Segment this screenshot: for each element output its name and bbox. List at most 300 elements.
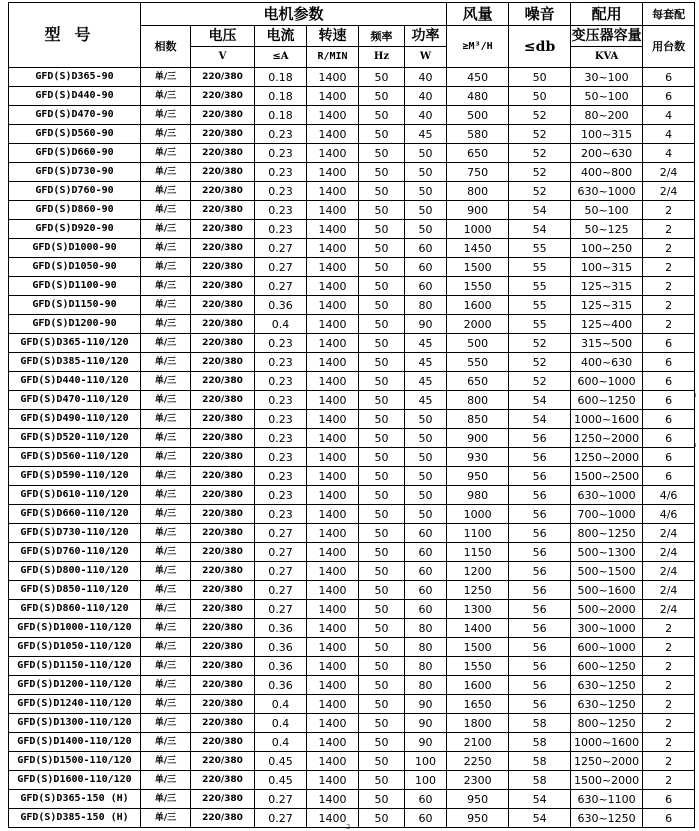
cell-freq: 50 (359, 334, 405, 353)
cell-count: 6 (643, 87, 695, 106)
table-header (9, 3, 695, 68)
cell-airflow: 900 (447, 429, 509, 448)
cell-freq: 50 (359, 372, 405, 391)
cell-power: 80 (405, 296, 447, 315)
cell-phase: 单/三 (141, 296, 191, 315)
cell-model: GFD(S)D610-110/120 (9, 486, 141, 505)
cell-freq: 50 (359, 125, 405, 144)
cell-kva: 30~100 (571, 68, 643, 87)
cell-current: 0.23 (255, 125, 307, 144)
table-body (9, 68, 695, 828)
cell-noise: 55 (509, 277, 571, 296)
cell-count: 6 (643, 68, 695, 87)
table-row (9, 106, 695, 125)
cell-noise: 56 (509, 695, 571, 714)
cell-speed: 1400 (307, 372, 359, 391)
cell-voltage: 220/380 (191, 429, 255, 448)
cell-count: 6 (643, 467, 695, 486)
table-row (9, 277, 695, 296)
cell-power: 50 (405, 505, 447, 524)
cell-current: 0.27 (255, 543, 307, 562)
cell-kva: 630~1000 (571, 486, 643, 505)
cell-freq: 50 (359, 353, 405, 372)
cell-current: 0.36 (255, 657, 307, 676)
cell-count: 2 (643, 714, 695, 733)
cell-phase: 单/三 (141, 467, 191, 486)
cell-freq: 50 (359, 695, 405, 714)
cell-current: 0.4 (255, 695, 307, 714)
cell-airflow: 1800 (447, 714, 509, 733)
cell-kva: 400~630 (571, 353, 643, 372)
cell-kva: 600~1000 (571, 372, 643, 391)
table-row (9, 429, 695, 448)
cell-power: 60 (405, 239, 447, 258)
cell-phase: 单/三 (141, 809, 191, 828)
cell-voltage: 220/380 (191, 334, 255, 353)
cell-current: 0.4 (255, 714, 307, 733)
cell-model: GFD(S)D1300-110/120 (9, 714, 141, 733)
cell-phase: 单/三 (141, 695, 191, 714)
cell-airflow: 2000 (447, 315, 509, 334)
cell-noise: 56 (509, 505, 571, 524)
cell-voltage: 220/380 (191, 524, 255, 543)
cell-kva: 50~100 (571, 201, 643, 220)
cell-power: 45 (405, 353, 447, 372)
cell-speed: 1400 (307, 163, 359, 182)
cell-model: GFD(S)D365-150 (H) (9, 790, 141, 809)
cell-speed: 1400 (307, 695, 359, 714)
cell-model: GFD(S)D1600-110/120 (9, 771, 141, 790)
cell-noise: 56 (509, 543, 571, 562)
cell-current: 0.23 (255, 182, 307, 201)
cell-speed: 1400 (307, 733, 359, 752)
cell-count: 6 (643, 410, 695, 429)
table-row (9, 163, 695, 182)
cell-model: GFD(S)D1050-90 (9, 258, 141, 277)
cell-model: GFD(S)D1100-90 (9, 277, 141, 296)
cell-count: 6 (643, 809, 695, 828)
cell-freq: 50 (359, 429, 405, 448)
cell-model: GFD(S)D440-90 (9, 87, 141, 106)
cell-model: GFD(S)D470-90 (9, 106, 141, 125)
cell-noise: 54 (509, 220, 571, 239)
cell-voltage: 220/380 (191, 410, 255, 429)
cell-current: 0.4 (255, 315, 307, 334)
cell-freq: 50 (359, 87, 405, 106)
cell-speed: 1400 (307, 638, 359, 657)
table-row (9, 201, 695, 220)
header-frequency-unit: Hz (359, 47, 405, 68)
cell-phase: 单/三 (141, 410, 191, 429)
cell-noise: 52 (509, 372, 571, 391)
cell-current: 0.23 (255, 372, 307, 391)
cell-current: 0.27 (255, 277, 307, 296)
cell-kva: 300~1000 (571, 619, 643, 638)
table-row (9, 657, 695, 676)
cell-voltage: 220/380 (191, 68, 255, 87)
cell-speed: 1400 (307, 790, 359, 809)
cell-count: 4/6 (643, 505, 695, 524)
table-row (9, 562, 695, 581)
cell-kva: 125~400 (571, 315, 643, 334)
table-row (9, 410, 695, 429)
cell-count: 4/6 (643, 486, 695, 505)
cell-noise: 50 (509, 87, 571, 106)
cell-speed: 1400 (307, 581, 359, 600)
cell-freq: 50 (359, 144, 405, 163)
cell-noise: 55 (509, 315, 571, 334)
cell-count: 2 (643, 771, 695, 790)
cell-current: 0.36 (255, 676, 307, 695)
header-voltage-unit: V (191, 47, 255, 68)
cell-kva: 500~1300 (571, 543, 643, 562)
cell-airflow: 2100 (447, 733, 509, 752)
cell-kva: 800~1250 (571, 524, 643, 543)
cell-airflow: 1450 (447, 239, 509, 258)
cell-current: 0.23 (255, 220, 307, 239)
cell-count: 6 (643, 391, 695, 410)
cell-power: 50 (405, 220, 447, 239)
cell-voltage: 220/380 (191, 315, 255, 334)
fan-spec-table (8, 2, 695, 828)
cell-kva: 630~1100 (571, 790, 643, 809)
cell-airflow: 800 (447, 182, 509, 201)
cell-kva: 500~1600 (571, 581, 643, 600)
table-row (9, 600, 695, 619)
cell-speed: 1400 (307, 87, 359, 106)
table-row (9, 353, 695, 372)
cell-noise: 56 (509, 486, 571, 505)
cell-noise: 54 (509, 809, 571, 828)
cell-noise: 58 (509, 771, 571, 790)
cell-noise: 58 (509, 752, 571, 771)
cell-voltage: 220/380 (191, 296, 255, 315)
cell-voltage: 220/380 (191, 353, 255, 372)
cell-speed: 1400 (307, 752, 359, 771)
table-row (9, 68, 695, 87)
cell-kva: 125~315 (571, 277, 643, 296)
cell-speed: 1400 (307, 220, 359, 239)
cell-freq: 50 (359, 391, 405, 410)
table-row (9, 467, 695, 486)
cell-voltage: 220/380 (191, 467, 255, 486)
header-phase: 相数 (141, 26, 191, 68)
cell-kva: 1500~2500 (571, 467, 643, 486)
cell-voltage: 220/380 (191, 106, 255, 125)
cell-model: GFD(S)D660-110/120 (9, 505, 141, 524)
table-row (9, 505, 695, 524)
cell-model: GFD(S)D490-110/120 (9, 410, 141, 429)
cell-count: 4 (643, 144, 695, 163)
cell-model: GFD(S)D1000-90 (9, 239, 141, 258)
cell-kva: 1000~1600 (571, 410, 643, 429)
cell-noise: 56 (509, 638, 571, 657)
cell-count: 6 (643, 372, 695, 391)
cell-noise: 58 (509, 714, 571, 733)
cell-speed: 1400 (307, 410, 359, 429)
table-row (9, 524, 695, 543)
header-noise-unit: ≤db (509, 26, 571, 68)
cell-speed: 1400 (307, 600, 359, 619)
cell-airflow: 1600 (447, 676, 509, 695)
cell-freq: 50 (359, 676, 405, 695)
cell-voltage: 220/380 (191, 771, 255, 790)
cell-speed: 1400 (307, 429, 359, 448)
cell-model: GFD(S)D660-90 (9, 144, 141, 163)
cell-model: GFD(S)D1200-110/120 (9, 676, 141, 695)
table-row (9, 676, 695, 695)
cell-voltage: 220/380 (191, 391, 255, 410)
cell-power: 40 (405, 68, 447, 87)
cell-current: 0.27 (255, 258, 307, 277)
cell-phase: 单/三 (141, 201, 191, 220)
cell-noise: 55 (509, 239, 571, 258)
cell-kva: 100~315 (571, 125, 643, 144)
cell-kva: 600~1250 (571, 391, 643, 410)
cell-model: GFD(S)D1150-90 (9, 296, 141, 315)
cell-voltage: 220/380 (191, 182, 255, 201)
cell-current: 0.36 (255, 619, 307, 638)
cell-airflow: 980 (447, 486, 509, 505)
cell-current: 0.18 (255, 106, 307, 125)
cell-freq: 50 (359, 638, 405, 657)
header-model: 型号 (9, 3, 141, 68)
cell-airflow: 1200 (447, 562, 509, 581)
cell-current: 0.45 (255, 771, 307, 790)
cell-model: GFD(S)D365-110/120 (9, 334, 141, 353)
header-transformer-unit: KVA (571, 47, 643, 68)
cell-kva: 700~1000 (571, 505, 643, 524)
cell-phase: 单/三 (141, 752, 191, 771)
cell-power: 60 (405, 543, 447, 562)
cell-voltage: 220/380 (191, 220, 255, 239)
cell-current: 0.23 (255, 334, 307, 353)
cell-kva: 800~1250 (571, 714, 643, 733)
cell-model: GFD(S)D760-90 (9, 182, 141, 201)
cell-current: 0.18 (255, 68, 307, 87)
cell-speed: 1400 (307, 543, 359, 562)
cell-model: GFD(S)D385-150 (H) (9, 809, 141, 828)
cell-speed: 1400 (307, 125, 359, 144)
cell-count: 2 (643, 733, 695, 752)
cell-phase: 单/三 (141, 581, 191, 600)
cell-freq: 50 (359, 524, 405, 543)
cell-model: GFD(S)D365-90 (9, 68, 141, 87)
cell-noise: 55 (509, 296, 571, 315)
cell-kva: 125~315 (571, 296, 643, 315)
cell-speed: 1400 (307, 201, 359, 220)
cell-phase: 单/三 (141, 714, 191, 733)
header-current: 电流 (255, 26, 307, 47)
cell-voltage: 220/380 (191, 144, 255, 163)
cell-phase: 单/三 (141, 353, 191, 372)
table-row (9, 87, 695, 106)
cell-current: 0.23 (255, 353, 307, 372)
cell-power: 50 (405, 467, 447, 486)
cell-kva: 500~1500 (571, 562, 643, 581)
cell-count: 2 (643, 619, 695, 638)
cell-airflow: 900 (447, 201, 509, 220)
cell-power: 90 (405, 714, 447, 733)
cell-voltage: 220/380 (191, 638, 255, 657)
header-transformer-b: 变压器容量 (571, 26, 643, 47)
cell-current: 0.45 (255, 752, 307, 771)
table-row (9, 771, 695, 790)
cell-current: 0.23 (255, 486, 307, 505)
cell-speed: 1400 (307, 505, 359, 524)
cell-freq: 50 (359, 752, 405, 771)
cell-power: 60 (405, 600, 447, 619)
table-row (9, 695, 695, 714)
page-mark: 2 (346, 823, 351, 831)
cell-freq: 50 (359, 771, 405, 790)
cell-model: GFD(S)D1150-110/120 (9, 657, 141, 676)
cell-power: 45 (405, 125, 447, 144)
cell-voltage: 220/380 (191, 752, 255, 771)
cell-current: 0.27 (255, 562, 307, 581)
cell-voltage: 220/380 (191, 486, 255, 505)
cell-count: 4 (643, 106, 695, 125)
cell-power: 80 (405, 676, 447, 695)
cell-kva: 630~1250 (571, 676, 643, 695)
cell-count: 6 (643, 429, 695, 448)
cell-phase: 单/三 (141, 391, 191, 410)
cell-power: 90 (405, 315, 447, 334)
cell-kva: 400~800 (571, 163, 643, 182)
cell-airflow: 650 (447, 144, 509, 163)
cell-model: GFD(S)D590-110/120 (9, 467, 141, 486)
cell-freq: 50 (359, 809, 405, 828)
cell-phase: 单/三 (141, 486, 191, 505)
cell-phase: 单/三 (141, 600, 191, 619)
cell-phase: 单/三 (141, 505, 191, 524)
cell-count: 2/4 (643, 543, 695, 562)
cell-power: 90 (405, 733, 447, 752)
cell-airflow: 500 (447, 106, 509, 125)
cell-count: 2 (643, 258, 695, 277)
cell-count: 6 (643, 790, 695, 809)
cell-current: 0.23 (255, 391, 307, 410)
cell-count: 2/4 (643, 182, 695, 201)
cell-power: 90 (405, 695, 447, 714)
cell-kva: 1250~2000 (571, 448, 643, 467)
cell-current: 0.23 (255, 410, 307, 429)
cell-airflow: 580 (447, 125, 509, 144)
cell-noise: 52 (509, 353, 571, 372)
cell-airflow: 1250 (447, 581, 509, 600)
cell-voltage: 220/380 (191, 239, 255, 258)
cell-noise: 52 (509, 144, 571, 163)
cell-speed: 1400 (307, 334, 359, 353)
cell-airflow: 650 (447, 372, 509, 391)
cell-airflow: 1100 (447, 524, 509, 543)
cell-speed: 1400 (307, 771, 359, 790)
table-row (9, 809, 695, 828)
cell-phase: 单/三 (141, 125, 191, 144)
cell-freq: 50 (359, 543, 405, 562)
cell-voltage: 220/380 (191, 543, 255, 562)
cell-airflow: 950 (447, 809, 509, 828)
cell-voltage: 220/380 (191, 125, 255, 144)
cell-model: GFD(S)D1200-90 (9, 315, 141, 334)
cell-phase: 单/三 (141, 163, 191, 182)
cell-power: 40 (405, 87, 447, 106)
cell-model: GFD(S)D800-110/120 (9, 562, 141, 581)
cell-speed: 1400 (307, 562, 359, 581)
cell-phase: 单/三 (141, 771, 191, 790)
cell-current: 0.27 (255, 239, 307, 258)
cell-voltage: 220/380 (191, 619, 255, 638)
cell-freq: 50 (359, 277, 405, 296)
cell-current: 0.27 (255, 581, 307, 600)
cell-airflow: 850 (447, 410, 509, 429)
table-row (9, 733, 695, 752)
margin-tick (695, 443, 696, 447)
table-row (9, 258, 695, 277)
table-row (9, 144, 695, 163)
cell-noise: 52 (509, 334, 571, 353)
cell-voltage: 220/380 (191, 201, 255, 220)
cell-noise: 52 (509, 106, 571, 125)
cell-model: GFD(S)D385-110/120 (9, 353, 141, 372)
cell-voltage: 220/380 (191, 790, 255, 809)
cell-freq: 50 (359, 201, 405, 220)
cell-power: 100 (405, 771, 447, 790)
cell-voltage: 220/380 (191, 163, 255, 182)
cell-speed: 1400 (307, 448, 359, 467)
table-row (9, 125, 695, 144)
table-row (9, 239, 695, 258)
cell-airflow: 450 (447, 68, 509, 87)
cell-power: 50 (405, 429, 447, 448)
cell-noise: 52 (509, 163, 571, 182)
header-frequency: 频率 (359, 26, 405, 47)
cell-speed: 1400 (307, 486, 359, 505)
cell-airflow: 930 (447, 448, 509, 467)
cell-freq: 50 (359, 505, 405, 524)
cell-phase: 单/三 (141, 733, 191, 752)
cell-noise: 56 (509, 562, 571, 581)
margin-tick (695, 393, 696, 397)
cell-airflow: 950 (447, 467, 509, 486)
cell-voltage: 220/380 (191, 657, 255, 676)
cell-kva: 600~1250 (571, 657, 643, 676)
cell-noise: 52 (509, 125, 571, 144)
cell-kva: 1250~2000 (571, 752, 643, 771)
cell-voltage: 220/380 (191, 733, 255, 752)
cell-model: GFD(S)D1240-110/120 (9, 695, 141, 714)
cell-power: 100 (405, 752, 447, 771)
cell-kva: 1500~2000 (571, 771, 643, 790)
cell-model: GFD(S)D730-90 (9, 163, 141, 182)
cell-kva: 200~630 (571, 144, 643, 163)
cell-freq: 50 (359, 714, 405, 733)
header-units-per-set-b: 用台数 (643, 26, 695, 68)
cell-power: 50 (405, 201, 447, 220)
cell-voltage: 220/380 (191, 372, 255, 391)
cell-airflow: 1000 (447, 220, 509, 239)
cell-kva: 1000~1600 (571, 733, 643, 752)
cell-current: 0.23 (255, 201, 307, 220)
cell-power: 50 (405, 163, 447, 182)
cell-airflow: 2300 (447, 771, 509, 790)
cell-kva: 1250~2000 (571, 429, 643, 448)
cell-airflow: 950 (447, 790, 509, 809)
cell-count: 2/4 (643, 524, 695, 543)
cell-freq: 50 (359, 315, 405, 334)
cell-count: 2 (643, 239, 695, 258)
cell-model: GFD(S)D1500-110/120 (9, 752, 141, 771)
